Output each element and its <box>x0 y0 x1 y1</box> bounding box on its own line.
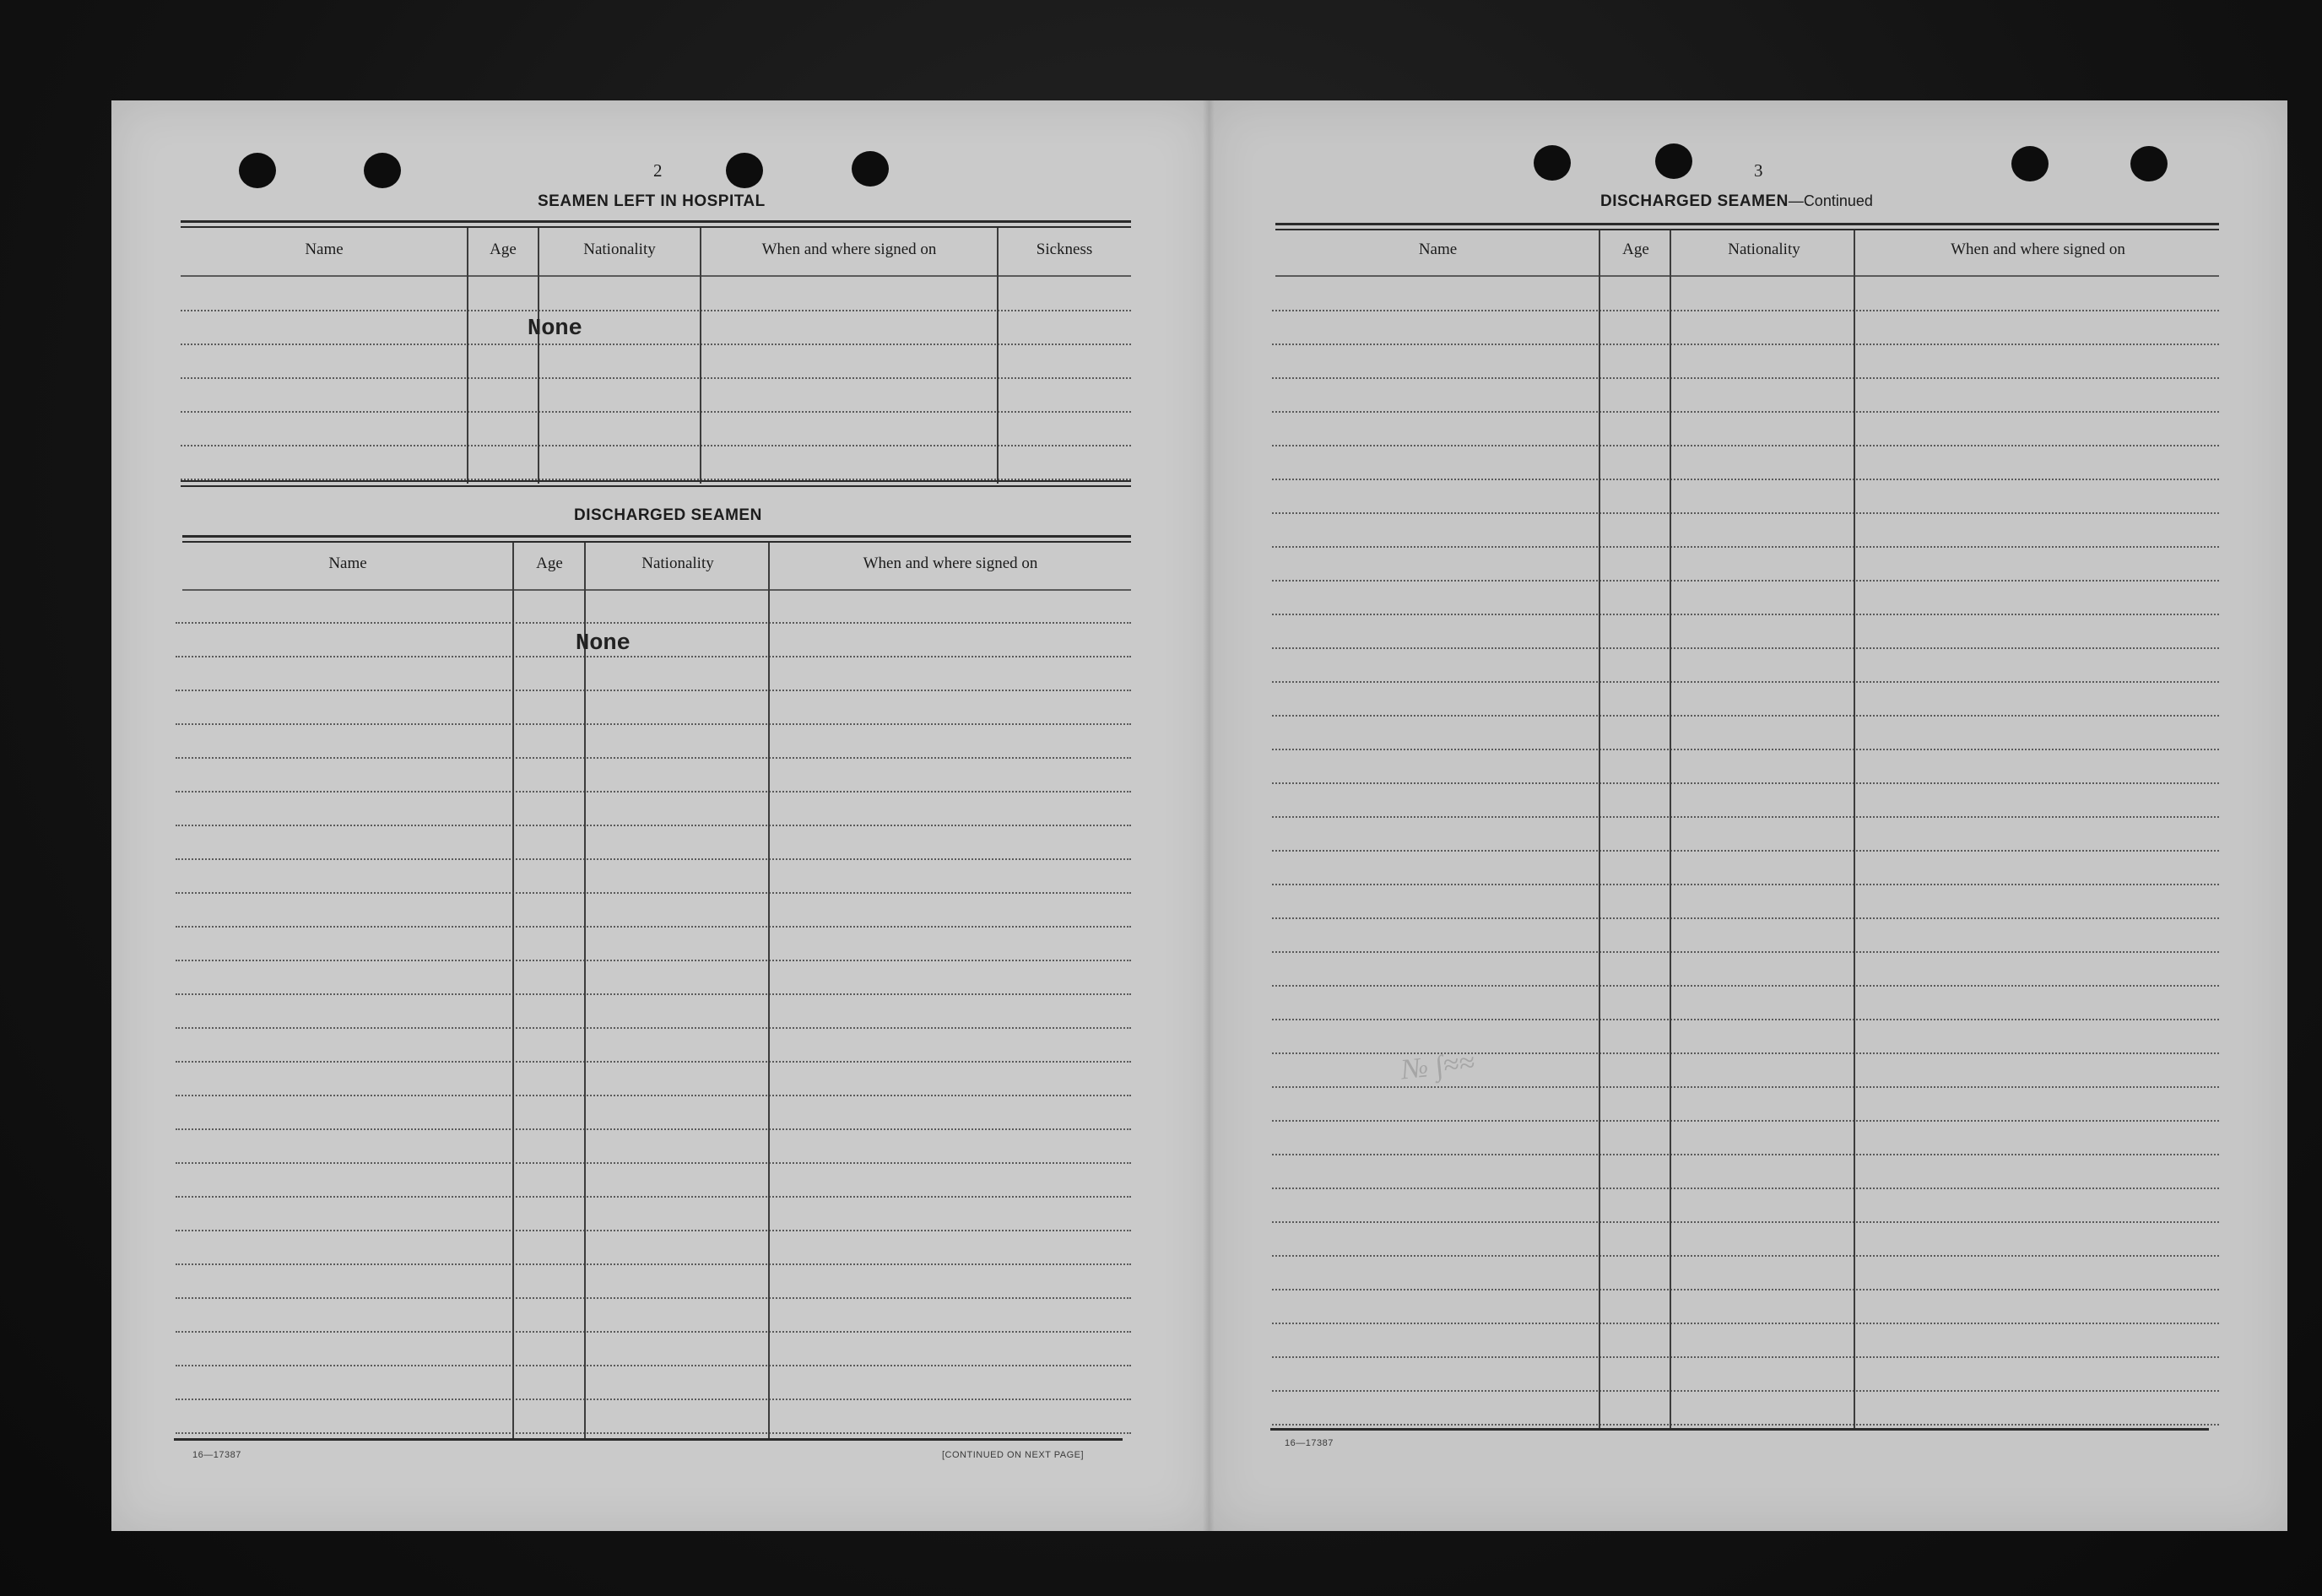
entry-row-line <box>1272 479 2219 480</box>
table-bottom-rule <box>181 485 1131 487</box>
entry-row-line <box>176 1297 1131 1299</box>
entry-row-line <box>176 791 1131 793</box>
entry-row-line <box>176 1162 1131 1164</box>
entry-row-line <box>1272 1086 2219 1088</box>
column-divider <box>467 228 468 484</box>
entry-row-line <box>176 926 1131 928</box>
column-header-name: Name <box>328 555 367 572</box>
entry-row-line <box>1272 782 2219 784</box>
column-header-age: Age <box>490 241 517 258</box>
continued-note: [CONTINUED ON NEXT PAGE] <box>942 1450 1085 1460</box>
column-divider <box>538 228 539 484</box>
entry-row-line <box>176 690 1131 691</box>
entry-row-line <box>1272 1120 2219 1122</box>
column-header-age: Age <box>1622 241 1649 258</box>
page-fold <box>1203 100 1215 1531</box>
entry-row-line <box>1272 850 2219 852</box>
page-number: 2 <box>653 160 663 181</box>
punch-hole <box>1534 145 1571 181</box>
entry-row-line <box>1272 1255 2219 1257</box>
form-code: 16—17387 <box>192 1450 241 1460</box>
entry-row-line <box>1272 715 2219 717</box>
column-header-age: Age <box>536 555 563 572</box>
punch-hole <box>1655 143 1692 179</box>
entry-row-line <box>176 622 1131 624</box>
entry-row-line <box>181 310 1131 311</box>
entry-row-line <box>1272 681 2219 683</box>
entry-row-line <box>1272 1188 2219 1189</box>
entry-row-line <box>176 1263 1131 1265</box>
entry-row-line <box>176 825 1131 826</box>
entry-row-line <box>1272 1356 2219 1358</box>
entry-row-line <box>1272 647 2219 649</box>
entry-row-line <box>176 1128 1131 1130</box>
entry-row-line <box>1272 614 2219 615</box>
column-divider <box>1854 230 1855 1429</box>
entry-row-line <box>176 1331 1131 1333</box>
hospital-entry: None <box>528 316 582 342</box>
header-underline <box>182 589 1131 591</box>
column-header-nationality: Nationality <box>641 555 714 572</box>
entry-row-line <box>1272 1390 2219 1392</box>
entry-row-line <box>176 1196 1131 1198</box>
column-divider <box>700 228 701 484</box>
punch-hole <box>2130 146 2168 181</box>
entry-row-line <box>1272 344 2219 345</box>
entry-row-line <box>176 1027 1131 1029</box>
column-divider <box>1599 230 1600 1429</box>
section-title-discharged: DISCHARGED SEAMEN <box>574 506 762 524</box>
header-underline <box>1275 275 2219 277</box>
header-underline <box>181 275 1131 277</box>
entry-row-line <box>1272 546 2219 548</box>
entry-row-line <box>176 723 1131 725</box>
column-divider <box>768 543 770 1440</box>
table-top-rule <box>1275 229 2219 230</box>
entry-row-line <box>181 377 1131 379</box>
table-top-rule <box>182 541 1131 543</box>
entry-row-line <box>1272 310 2219 311</box>
column-header-signed-on: When and where signed on <box>863 555 1038 572</box>
column-divider <box>1670 230 1671 1429</box>
form-code: 16—17387 <box>1285 1438 1334 1448</box>
entry-row-line <box>176 656 1131 657</box>
entry-row-line <box>1272 917 2219 919</box>
table-top-rule <box>1275 223 2219 225</box>
entry-row-line <box>176 960 1131 961</box>
entry-row-line <box>181 411 1131 413</box>
entry-row-line <box>176 993 1131 995</box>
table-top-rule <box>181 220 1131 223</box>
table-bottom-rule <box>174 1438 1123 1441</box>
table-top-rule <box>182 535 1131 538</box>
entry-row-line <box>176 1399 1131 1400</box>
discharged-entry: None <box>576 631 631 657</box>
table-bottom-rule <box>181 480 1131 482</box>
entry-row-line <box>1272 749 2219 750</box>
punch-hole <box>726 153 763 188</box>
column-divider <box>997 228 999 484</box>
entry-row-line <box>1272 816 2219 818</box>
entry-row-line <box>1272 951 2219 953</box>
entry-row-line <box>1272 411 2219 413</box>
column-header-nationality: Nationality <box>1728 241 1800 258</box>
entry-row-line <box>176 1432 1131 1434</box>
column-header-signed-on: When and where signed on <box>1951 241 2125 258</box>
entry-row-line <box>1272 1424 2219 1426</box>
entry-row-line <box>1272 1221 2219 1223</box>
entry-row-line <box>176 757 1131 759</box>
section-title-continued: —Continued <box>1788 192 1873 209</box>
left-page <box>111 100 1209 1531</box>
column-header-name: Name <box>305 241 344 258</box>
entry-row-line <box>1272 377 2219 379</box>
entry-row-line <box>1272 580 2219 582</box>
section-title-hospital: SEAMEN LEFT IN HOSPITAL <box>538 192 766 210</box>
section-title-text: DISCHARGED SEAMEN <box>1600 192 1789 210</box>
entry-row-line <box>176 892 1131 894</box>
entry-row-line <box>1272 1019 2219 1020</box>
column-divider <box>512 543 514 1440</box>
entry-row-line <box>176 1365 1131 1366</box>
page-number: 3 <box>1754 160 1763 181</box>
column-header-signed-on: When and where signed on <box>761 241 937 258</box>
punch-hole <box>852 151 889 187</box>
punch-hole <box>2011 146 2049 181</box>
column-header-nationality: Nationality <box>583 241 656 258</box>
entry-row-line <box>1272 1154 2219 1155</box>
column-header-sickness: Sickness <box>1036 241 1093 258</box>
punch-hole <box>239 153 276 188</box>
entry-row-line <box>176 858 1131 860</box>
entry-row-line <box>176 1095 1131 1096</box>
entry-row-line <box>176 1061 1131 1063</box>
column-divider <box>584 543 586 1440</box>
entry-row-line <box>176 1230 1131 1231</box>
column-header-name: Name <box>1418 241 1458 258</box>
faint-handwritten-mark: № ∫≈≈ <box>1399 1047 1476 1086</box>
entry-row-line <box>181 344 1131 345</box>
entry-row-line <box>1272 884 2219 885</box>
entry-row-line <box>1272 985 2219 987</box>
table-top-rule <box>181 226 1131 228</box>
entry-row-line <box>1272 512 2219 514</box>
entry-row-line <box>1272 445 2219 446</box>
entry-row-line <box>1272 1289 2219 1290</box>
entry-row-line <box>1272 1323 2219 1324</box>
entry-row-line <box>181 445 1131 446</box>
section-title-discharged-continued <box>1600 192 1873 211</box>
punch-hole <box>364 153 401 188</box>
table-bottom-rule <box>1270 1428 2209 1431</box>
